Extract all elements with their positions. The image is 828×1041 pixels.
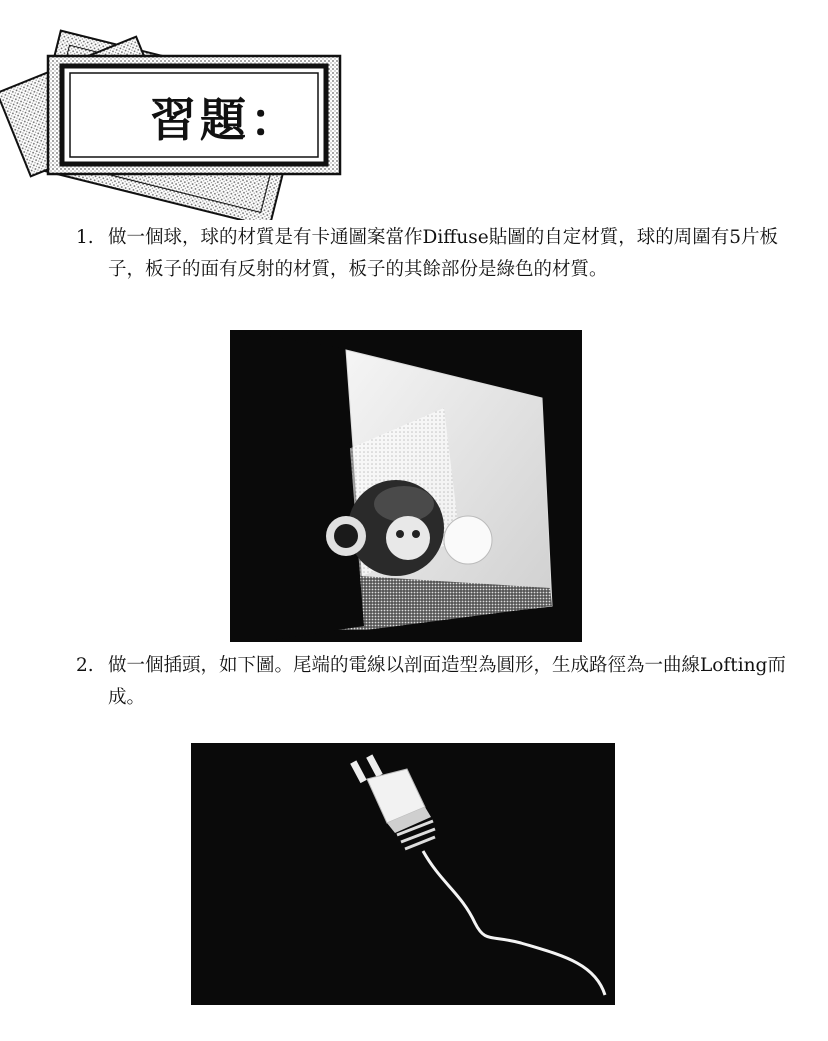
exercise-number: 1. xyxy=(76,227,94,248)
exercise-text: 做一個球，球的材質是有卡通圖案當作Diffuse貼圖的自定材質，球的周圍有5片板子，板子的面有反射的材質，板子的其餘部份是綠色的材質。 xyxy=(108,227,779,280)
figure-sphere-panels xyxy=(230,330,582,642)
exercise-text: 做一個插頭，如下圖。尾端的電線以剖面造型為圓形，生成路徑為一曲線Lofting而成。 xyxy=(108,655,786,708)
figure-plug-cable xyxy=(191,743,615,1005)
exercise-2 xyxy=(76,650,806,714)
page-title: 習題： xyxy=(150,93,300,147)
exercise-1 xyxy=(76,222,806,286)
exercise-number: 2. xyxy=(76,655,94,676)
